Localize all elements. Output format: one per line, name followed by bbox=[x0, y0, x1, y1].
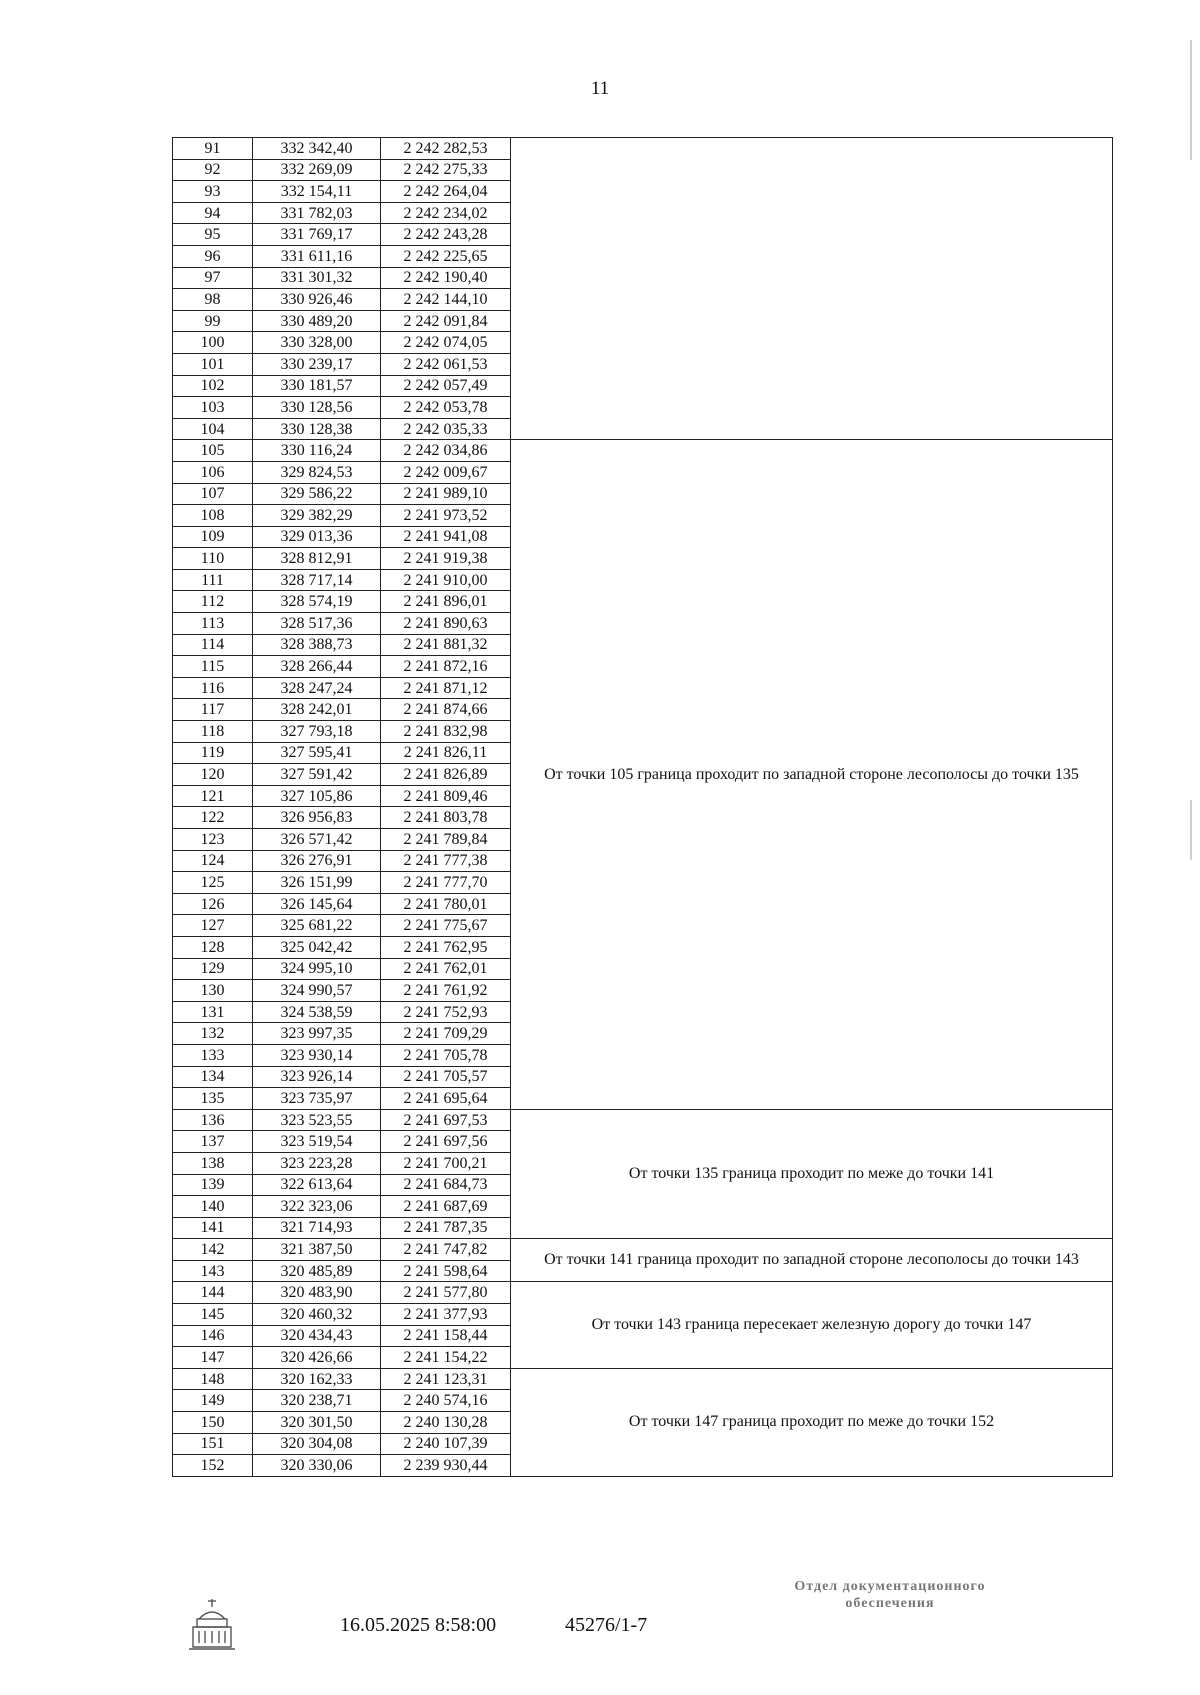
x-coordinate-cell: 323 523,55 bbox=[253, 1109, 381, 1131]
x-coordinate-cell: 322 613,64 bbox=[253, 1174, 381, 1196]
document-number: 45276/1-7 bbox=[565, 1614, 648, 1636]
y-coordinate-cell: 2 241 890,63 bbox=[381, 613, 511, 635]
x-coordinate-cell: 323 223,28 bbox=[253, 1152, 381, 1174]
y-coordinate-cell: 2 241 777,70 bbox=[381, 872, 511, 894]
x-coordinate-cell: 328 812,91 bbox=[253, 548, 381, 570]
x-coordinate-cell: 326 151,99 bbox=[253, 872, 381, 894]
x-coordinate-cell: 320 434,43 bbox=[253, 1325, 381, 1347]
point-number-cell: 144 bbox=[173, 1282, 253, 1304]
x-coordinate-cell: 327 793,18 bbox=[253, 721, 381, 743]
point-number-cell: 151 bbox=[173, 1433, 253, 1455]
x-coordinate-cell: 329 586,22 bbox=[253, 483, 381, 505]
y-coordinate-cell: 2 241 871,12 bbox=[381, 677, 511, 699]
y-coordinate-cell: 2 241 826,11 bbox=[381, 742, 511, 764]
x-coordinate-cell: 327 595,41 bbox=[253, 742, 381, 764]
x-coordinate-cell: 323 735,97 bbox=[253, 1088, 381, 1110]
point-number-cell: 149 bbox=[173, 1390, 253, 1412]
coordinates-table bbox=[172, 137, 1113, 1477]
point-number-cell: 134 bbox=[173, 1066, 253, 1088]
y-coordinate-cell: 2 241 697,53 bbox=[381, 1109, 511, 1131]
x-coordinate-cell: 326 571,42 bbox=[253, 829, 381, 851]
y-coordinate-cell: 2 240 130,28 bbox=[381, 1412, 511, 1434]
y-coordinate-cell: 2 241 896,01 bbox=[381, 591, 511, 613]
y-coordinate-cell: 2 241 789,84 bbox=[381, 829, 511, 851]
y-coordinate-cell: 2 241 941,08 bbox=[381, 526, 511, 548]
y-coordinate-cell: 2 241 598,64 bbox=[381, 1260, 511, 1282]
y-coordinate-cell: 2 241 705,57 bbox=[381, 1066, 511, 1088]
y-coordinate-cell: 2 242 034,86 bbox=[381, 440, 511, 462]
y-coordinate-cell: 2 242 275,33 bbox=[381, 159, 511, 181]
y-coordinate-cell: 2 242 234,02 bbox=[381, 202, 511, 224]
y-coordinate-cell: 2 242 061,53 bbox=[381, 353, 511, 375]
y-coordinate-cell: 2 241 881,32 bbox=[381, 634, 511, 656]
point-number-cell: 139 bbox=[173, 1174, 253, 1196]
point-number-cell: 137 bbox=[173, 1131, 253, 1153]
x-coordinate-cell: 320 483,90 bbox=[253, 1282, 381, 1304]
y-coordinate-cell: 2 241 787,35 bbox=[381, 1217, 511, 1239]
y-coordinate-cell: 2 241 832,98 bbox=[381, 721, 511, 743]
y-coordinate-cell: 2 241 697,56 bbox=[381, 1131, 511, 1153]
y-coordinate-cell: 2 241 695,64 bbox=[381, 1088, 511, 1110]
y-coordinate-cell: 2 241 872,16 bbox=[381, 656, 511, 678]
y-coordinate-cell: 2 242 225,65 bbox=[381, 245, 511, 267]
x-coordinate-cell: 330 489,20 bbox=[253, 310, 381, 332]
point-number-cell: 121 bbox=[173, 785, 253, 807]
x-coordinate-cell: 332 342,40 bbox=[253, 138, 381, 160]
y-coordinate-cell: 2 242 264,04 bbox=[381, 181, 511, 203]
y-coordinate-cell: 2 241 154,22 bbox=[381, 1347, 511, 1369]
y-coordinate-cell: 2 242 009,67 bbox=[381, 461, 511, 483]
point-number-cell: 109 bbox=[173, 526, 253, 548]
point-number-cell: 96 bbox=[173, 245, 253, 267]
point-number-cell: 141 bbox=[173, 1217, 253, 1239]
coordinates-table-body bbox=[173, 138, 1113, 1477]
y-coordinate-cell: 2 242 074,05 bbox=[381, 332, 511, 354]
x-coordinate-cell: 324 538,59 bbox=[253, 1001, 381, 1023]
x-coordinate-cell: 331 769,17 bbox=[253, 224, 381, 246]
x-coordinate-cell: 320 485,89 bbox=[253, 1260, 381, 1282]
point-number-cell: 97 bbox=[173, 267, 253, 289]
x-coordinate-cell: 332 269,09 bbox=[253, 159, 381, 181]
point-number-cell: 142 bbox=[173, 1239, 253, 1261]
point-number-cell: 116 bbox=[173, 677, 253, 699]
point-number-cell: 128 bbox=[173, 936, 253, 958]
point-number-cell: 111 bbox=[173, 569, 253, 591]
point-number-cell: 146 bbox=[173, 1325, 253, 1347]
boundary-description-cell bbox=[511, 138, 1113, 440]
x-coordinate-cell: 324 990,57 bbox=[253, 980, 381, 1002]
y-coordinate-cell: 2 241 687,69 bbox=[381, 1196, 511, 1218]
x-coordinate-cell: 320 162,33 bbox=[253, 1368, 381, 1390]
point-number-cell: 145 bbox=[173, 1304, 253, 1326]
y-coordinate-cell: 2 241 747,82 bbox=[381, 1239, 511, 1261]
point-number-cell: 106 bbox=[173, 461, 253, 483]
y-coordinate-cell: 2 242 243,28 bbox=[381, 224, 511, 246]
point-number-cell: 95 bbox=[173, 224, 253, 246]
point-number-cell: 92 bbox=[173, 159, 253, 181]
x-coordinate-cell: 323 519,54 bbox=[253, 1131, 381, 1153]
x-coordinate-cell: 328 717,14 bbox=[253, 569, 381, 591]
point-number-cell: 108 bbox=[173, 505, 253, 527]
x-coordinate-cell: 328 247,24 bbox=[253, 677, 381, 699]
y-coordinate-cell: 2 241 158,44 bbox=[381, 1325, 511, 1347]
y-coordinate-cell: 2 241 973,52 bbox=[381, 505, 511, 527]
y-coordinate-cell: 2 241 874,66 bbox=[381, 699, 511, 721]
point-number-cell: 152 bbox=[173, 1455, 253, 1477]
y-coordinate-cell: 2 241 826,89 bbox=[381, 764, 511, 786]
x-coordinate-cell: 326 145,64 bbox=[253, 893, 381, 915]
stamp-line-1: Отдел документационного bbox=[794, 1579, 986, 1594]
point-number-cell: 123 bbox=[173, 829, 253, 851]
table-row bbox=[173, 440, 1113, 462]
scan-margin-mark bbox=[1190, 800, 1192, 860]
point-number-cell: 110 bbox=[173, 548, 253, 570]
x-coordinate-cell: 325 681,22 bbox=[253, 915, 381, 937]
x-coordinate-cell: 330 239,17 bbox=[253, 353, 381, 375]
point-number-cell: 100 bbox=[173, 332, 253, 354]
y-coordinate-cell: 2 242 057,49 bbox=[381, 375, 511, 397]
y-coordinate-cell: 2 242 053,78 bbox=[381, 397, 511, 419]
x-coordinate-cell: 330 116,24 bbox=[253, 440, 381, 462]
x-coordinate-cell: 320 238,71 bbox=[253, 1390, 381, 1412]
point-number-cell: 112 bbox=[173, 591, 253, 613]
x-coordinate-cell: 330 128,56 bbox=[253, 397, 381, 419]
y-coordinate-cell: 2 242 144,10 bbox=[381, 289, 511, 311]
point-number-cell: 133 bbox=[173, 1044, 253, 1066]
x-coordinate-cell: 322 323,06 bbox=[253, 1196, 381, 1218]
point-number-cell: 118 bbox=[173, 721, 253, 743]
boundary-description-cell: От точки 105 граница проходит по западной стороне лесополосы до точки 135 bbox=[511, 440, 1113, 1109]
point-number-cell: 140 bbox=[173, 1196, 253, 1218]
x-coordinate-cell: 329 824,53 bbox=[253, 461, 381, 483]
point-number-cell: 99 bbox=[173, 310, 253, 332]
y-coordinate-cell: 2 241 700,21 bbox=[381, 1152, 511, 1174]
y-coordinate-cell: 2 241 777,38 bbox=[381, 850, 511, 872]
point-number-cell: 103 bbox=[173, 397, 253, 419]
table-row bbox=[173, 1109, 1113, 1131]
x-coordinate-cell: 331 301,32 bbox=[253, 267, 381, 289]
x-coordinate-cell: 330 181,57 bbox=[253, 375, 381, 397]
x-coordinate-cell: 324 995,10 bbox=[253, 958, 381, 980]
boundary-description-cell: От точки 143 граница пересекает железную дорогу до точки 147 bbox=[511, 1282, 1113, 1368]
y-coordinate-cell: 2 241 709,29 bbox=[381, 1023, 511, 1045]
point-number-cell: 127 bbox=[173, 915, 253, 937]
point-number-cell: 98 bbox=[173, 289, 253, 311]
point-number-cell: 102 bbox=[173, 375, 253, 397]
y-coordinate-cell: 2 241 761,92 bbox=[381, 980, 511, 1002]
point-number-cell: 150 bbox=[173, 1412, 253, 1434]
table-row bbox=[173, 1368, 1113, 1390]
y-coordinate-cell: 2 241 775,67 bbox=[381, 915, 511, 937]
point-number-cell: 114 bbox=[173, 634, 253, 656]
y-coordinate-cell: 2 241 577,80 bbox=[381, 1282, 511, 1304]
point-number-cell: 136 bbox=[173, 1109, 253, 1131]
boundary-description-cell: От точки 147 граница проходит по меже до точки 152 bbox=[511, 1368, 1113, 1476]
x-coordinate-cell: 320 301,50 bbox=[253, 1412, 381, 1434]
boundary-description-cell: От точки 135 граница проходит по меже до точки 141 bbox=[511, 1109, 1113, 1239]
x-coordinate-cell: 320 304,08 bbox=[253, 1433, 381, 1455]
department-stamp bbox=[730, 1578, 1050, 1612]
point-number-cell: 101 bbox=[173, 353, 253, 375]
y-coordinate-cell: 2 242 091,84 bbox=[381, 310, 511, 332]
point-number-cell: 91 bbox=[173, 138, 253, 160]
x-coordinate-cell: 326 276,91 bbox=[253, 850, 381, 872]
point-number-cell: 148 bbox=[173, 1368, 253, 1390]
x-coordinate-cell: 328 517,36 bbox=[253, 613, 381, 635]
point-number-cell: 125 bbox=[173, 872, 253, 894]
x-coordinate-cell: 323 926,14 bbox=[253, 1066, 381, 1088]
y-coordinate-cell: 2 241 919,38 bbox=[381, 548, 511, 570]
point-number-cell: 129 bbox=[173, 958, 253, 980]
table-row bbox=[173, 1239, 1113, 1261]
y-coordinate-cell: 2 242 190,40 bbox=[381, 267, 511, 289]
y-coordinate-cell: 2 239 930,44 bbox=[381, 1455, 511, 1477]
x-coordinate-cell: 330 328,00 bbox=[253, 332, 381, 354]
point-number-cell: 135 bbox=[173, 1088, 253, 1110]
point-number-cell: 122 bbox=[173, 807, 253, 829]
x-coordinate-cell: 328 388,73 bbox=[253, 634, 381, 656]
x-coordinate-cell: 323 997,35 bbox=[253, 1023, 381, 1045]
point-number-cell: 115 bbox=[173, 656, 253, 678]
x-coordinate-cell: 332 154,11 bbox=[253, 181, 381, 203]
point-number-cell: 105 bbox=[173, 440, 253, 462]
coat-of-arms-icon bbox=[185, 1595, 239, 1655]
x-coordinate-cell: 328 574,19 bbox=[253, 591, 381, 613]
point-number-cell: 107 bbox=[173, 483, 253, 505]
y-coordinate-cell: 2 242 035,33 bbox=[381, 418, 511, 440]
page-number: 11 bbox=[590, 78, 610, 99]
y-coordinate-cell: 2 240 107,39 bbox=[381, 1433, 511, 1455]
x-coordinate-cell: 331 611,16 bbox=[253, 245, 381, 267]
x-coordinate-cell: 323 930,14 bbox=[253, 1044, 381, 1066]
y-coordinate-cell: 2 241 780,01 bbox=[381, 893, 511, 915]
x-coordinate-cell: 331 782,03 bbox=[253, 202, 381, 224]
point-number-cell: 126 bbox=[173, 893, 253, 915]
x-coordinate-cell: 321 387,50 bbox=[253, 1239, 381, 1261]
y-coordinate-cell: 2 241 762,01 bbox=[381, 958, 511, 980]
point-number-cell: 130 bbox=[173, 980, 253, 1002]
y-coordinate-cell: 2 241 910,00 bbox=[381, 569, 511, 591]
stamp-line-2: обеспечения bbox=[845, 1596, 935, 1611]
x-coordinate-cell: 327 591,42 bbox=[253, 764, 381, 786]
x-coordinate-cell: 328 242,01 bbox=[253, 699, 381, 721]
table-row bbox=[173, 1282, 1113, 1304]
point-number-cell: 131 bbox=[173, 1001, 253, 1023]
y-coordinate-cell: 2 241 377,93 bbox=[381, 1304, 511, 1326]
point-number-cell: 147 bbox=[173, 1347, 253, 1369]
y-coordinate-cell: 2 241 989,10 bbox=[381, 483, 511, 505]
x-coordinate-cell: 330 128,38 bbox=[253, 418, 381, 440]
point-number-cell: 93 bbox=[173, 181, 253, 203]
print-datetime: 16.05.2025 8:58:00 bbox=[340, 1614, 497, 1636]
point-number-cell: 132 bbox=[173, 1023, 253, 1045]
table-row bbox=[173, 138, 1113, 160]
x-coordinate-cell: 325 042,42 bbox=[253, 936, 381, 958]
point-number-cell: 104 bbox=[173, 418, 253, 440]
y-coordinate-cell: 2 241 705,78 bbox=[381, 1044, 511, 1066]
x-coordinate-cell: 320 330,06 bbox=[253, 1455, 381, 1477]
point-number-cell: 120 bbox=[173, 764, 253, 786]
y-coordinate-cell: 2 241 803,78 bbox=[381, 807, 511, 829]
y-coordinate-cell: 2 241 684,73 bbox=[381, 1174, 511, 1196]
point-number-cell: 94 bbox=[173, 202, 253, 224]
x-coordinate-cell: 326 956,83 bbox=[253, 807, 381, 829]
x-coordinate-cell: 329 013,36 bbox=[253, 526, 381, 548]
y-coordinate-cell: 2 241 752,93 bbox=[381, 1001, 511, 1023]
y-coordinate-cell: 2 241 762,95 bbox=[381, 936, 511, 958]
x-coordinate-cell: 320 426,66 bbox=[253, 1347, 381, 1369]
x-coordinate-cell: 327 105,86 bbox=[253, 785, 381, 807]
x-coordinate-cell: 320 460,32 bbox=[253, 1304, 381, 1326]
point-number-cell: 143 bbox=[173, 1260, 253, 1282]
scan-margin-mark bbox=[1190, 40, 1192, 160]
point-number-cell: 119 bbox=[173, 742, 253, 764]
y-coordinate-cell: 2 240 574,16 bbox=[381, 1390, 511, 1412]
point-number-cell: 113 bbox=[173, 613, 253, 635]
y-coordinate-cell: 2 242 282,53 bbox=[381, 138, 511, 160]
x-coordinate-cell: 330 926,46 bbox=[253, 289, 381, 311]
boundary-description-cell: От точки 141 граница проходит по западной стороне лесополосы до точки 143 bbox=[511, 1239, 1113, 1282]
x-coordinate-cell: 329 382,29 bbox=[253, 505, 381, 527]
y-coordinate-cell: 2 241 809,46 bbox=[381, 785, 511, 807]
point-number-cell: 138 bbox=[173, 1152, 253, 1174]
x-coordinate-cell: 328 266,44 bbox=[253, 656, 381, 678]
x-coordinate-cell: 321 714,93 bbox=[253, 1217, 381, 1239]
point-number-cell: 124 bbox=[173, 850, 253, 872]
y-coordinate-cell: 2 241 123,31 bbox=[381, 1368, 511, 1390]
point-number-cell: 117 bbox=[173, 699, 253, 721]
